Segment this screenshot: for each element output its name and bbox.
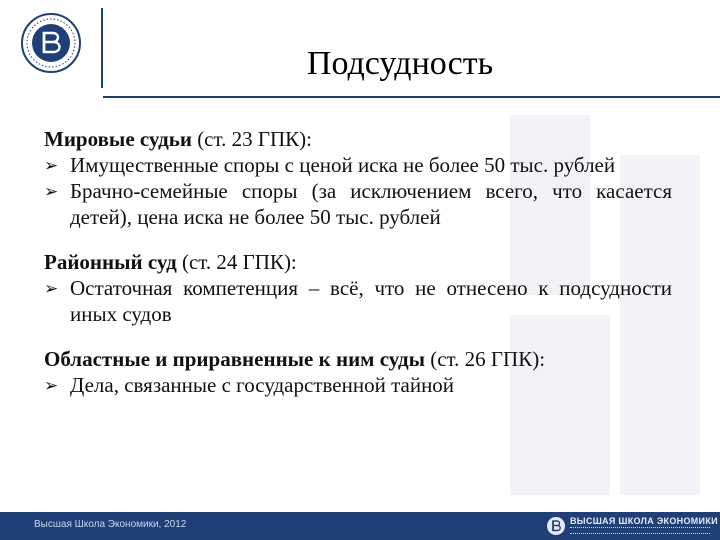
arrow-bullet-icon: ➢ <box>44 376 59 396</box>
list-item: ➢ Брачно-семейные споры (за исключением всего, что касается детей), цена иска не более 50 тыс. рублей <box>44 179 672 229</box>
slide-footer <box>0 512 720 540</box>
arrow-bullet-icon: ➢ <box>44 182 59 202</box>
list-item: ➢ Дела, связанные с государственной тайной <box>44 373 455 397</box>
footer-copyright: Высшая Школа Экономики, 2012 <box>34 519 187 530</box>
arrow-bullet-icon: ➢ <box>44 279 59 299</box>
hse-logo-icon <box>20 12 82 74</box>
slide-header <box>0 0 720 100</box>
slide-content <box>44 126 672 417</box>
footer-brand: ВЫСШАЯ ШКОЛА ЭКОНОМИКИ <box>570 516 718 526</box>
section-heading: Мировые судьи (ст. 23 ГПК): <box>44 127 312 151</box>
section-heading: Районный суд (ст. 24 ГПК): <box>44 250 297 274</box>
hse-footer-logo-icon <box>546 516 566 536</box>
header-vertical-divider <box>101 8 103 88</box>
section-magistrates <box>44 126 672 230</box>
section-heading: Областные и приравненные к ним суды (ст. 26 ГПК): <box>44 347 546 371</box>
section-regional-courts <box>44 346 672 398</box>
list-item: ➢ Остаточная компетенция – всё, что не отнесено к подсудности иных судов <box>44 276 672 326</box>
arrow-bullet-icon: ➢ <box>44 156 59 176</box>
list-item: ➢ Имущественные споры с ценой иска не более 50 тыс. рублей <box>44 153 616 177</box>
header-horizontal-divider <box>103 96 720 98</box>
slide-title: Подсудность <box>306 45 494 82</box>
section-district-court <box>44 249 672 327</box>
footer-brand-subline <box>570 527 710 534</box>
